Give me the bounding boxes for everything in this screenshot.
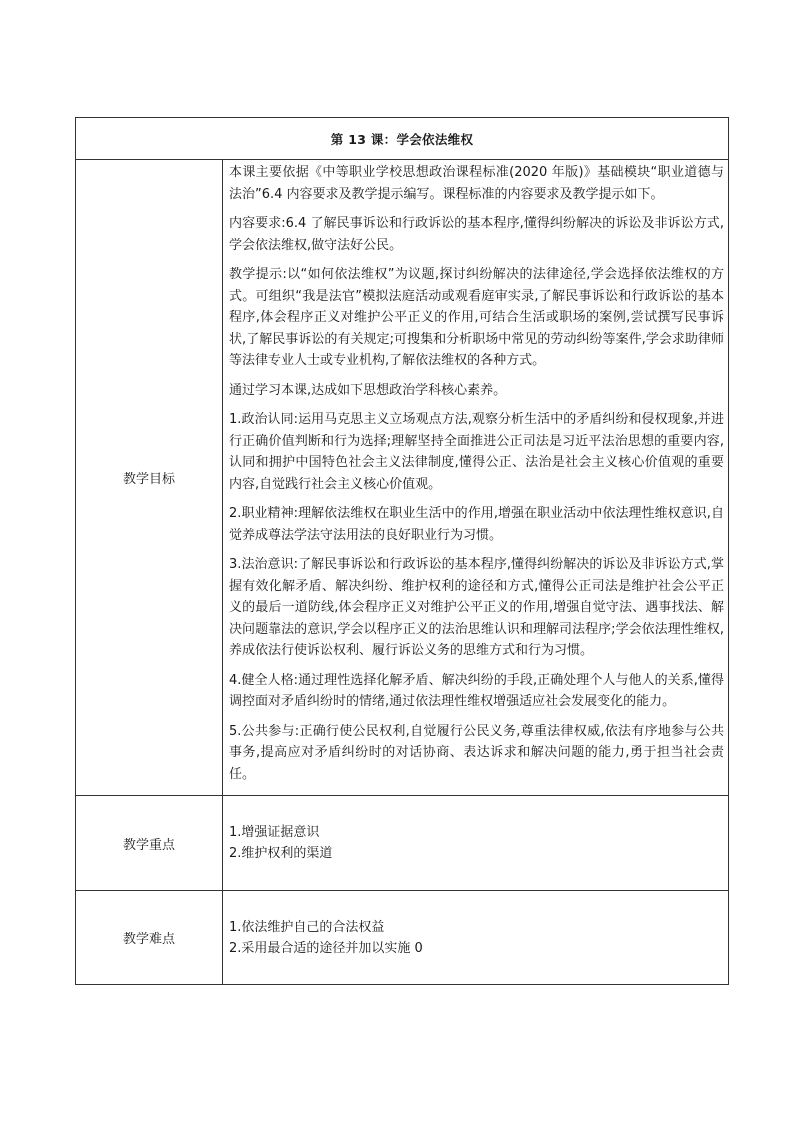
difficulty-item: 1.依法维护自己的合法权益 <box>229 919 385 935</box>
objectives-paragraph: 5.公共参与:正确行使公民权利,自觉履行公民义务,尊重法律权威,依法有序地参与公共事务,提高应对矛盾纠纷时的对话协商、表达诉求和解决问题的能力,勇于担当社会责任。 <box>229 723 724 782</box>
key-points-row <box>76 796 729 891</box>
objectives-paragraph: 内容要求:6.4 了解民事诉讼和行政诉讼的基本程序,懂得纠纷解决的诉讼及非诉讼方式,学会依法维权,做守法好公民。 <box>229 216 724 253</box>
objectives-label: 教学目标 <box>76 160 223 796</box>
objectives-paragraph: 教学提示:以“如何依法维权”为议题,探讨纠纷解决的法律途径,学会选择依法维权的方式。可组织“我是法官”模拟法庭活动或观看庭审实录,了解民事诉讼和行政诉讼的基本程序,体会程序正义对维护公平正义的作用,可结合生活或职场的案例,尝试撰写民事诉状,了解民事诉讼的有关规定;可搜集和分析职场中常见的劳动纠纷等案件,学会求助律师等法律专业人士或专业机构,了解依法维权的各种方式。 <box>229 267 724 368</box>
key-points-content <box>223 796 729 891</box>
difficulties-row <box>76 891 729 985</box>
objectives-paragraph: 本课主要依据《中等职业学校思想政治课程标准(2020 年版)》基础模块“职业道德与法治”6.4 内容要求及教学提示编写。课程标准的内容要求及教学提示如下。 <box>229 165 724 202</box>
key-point-item: 2.维护权利的渠道 <box>229 846 333 861</box>
difficulties-label: 教学难点 <box>76 891 223 985</box>
difficulties-content <box>223 891 729 985</box>
objectives-content <box>223 160 729 796</box>
objectives-paragraph: 2.职业精神:理解依法维权在职业生活中的作用,增强在职业活动中依法理性维权意识,自觉养成尊法学法守法用法的良好职业行为习惯。 <box>229 506 724 543</box>
objectives-paragraph: 通过学习本课,达成如下思想政治学科核心素养。 <box>229 382 507 398</box>
key-points-label: 教学重点 <box>76 796 223 891</box>
title-row <box>76 118 729 160</box>
objectives-paragraph: 3.法治意识:了解民事诉讼和行政诉讼的基本程序,懂得纠纷解决的诉讼及非诉讼方式,掌握有效化解矛盾、解决纠纷、维护权利的途径和方式,懂得公正司法是维护社会公平正义的最后一道防线,体会程序正义对维护公平正义的作用,增强自觉守法、遇事找法、解决问题靠法的意识,学会以程序正义的法治思维认识和理解司法程序;学会依法理性维权,养成依法行使诉讼权利、履行诉讼义务的思维方式和行为习惯。 <box>229 557 724 658</box>
objectives-paragraph: 4.健全人格:通过理性选择化解矛盾、解决纠纷的手段,正确处理个人与他人的关系,懂得调控面对矛盾纠纷时的情绪,通过依法理性维权增强适应社会发展变化的能力。 <box>229 672 724 709</box>
difficulty-item: 2.采用最合适的途径并加以实施 0 <box>229 940 423 956</box>
lesson-title: 第 13 课：学会依法维权 <box>76 118 729 160</box>
objectives-row <box>76 160 729 796</box>
key-point-item: 1.增强证据意识 <box>229 825 320 840</box>
objectives-paragraph: 1.政治认同:运用马克思主义立场观点方法,观察分析生活中的矛盾纠纷和侵权现象,并进行正确价值判断和行为选择;理解坚持全面推进公正司法是习近平法治思想的重要内容,认同和拥护中国特色社会主义法律制度,懂得公正、法治是社会主义核心价值观的重要内容,自觉践行社会主义核心价值观。 <box>229 412 724 492</box>
lesson-plan-table <box>75 117 729 985</box>
